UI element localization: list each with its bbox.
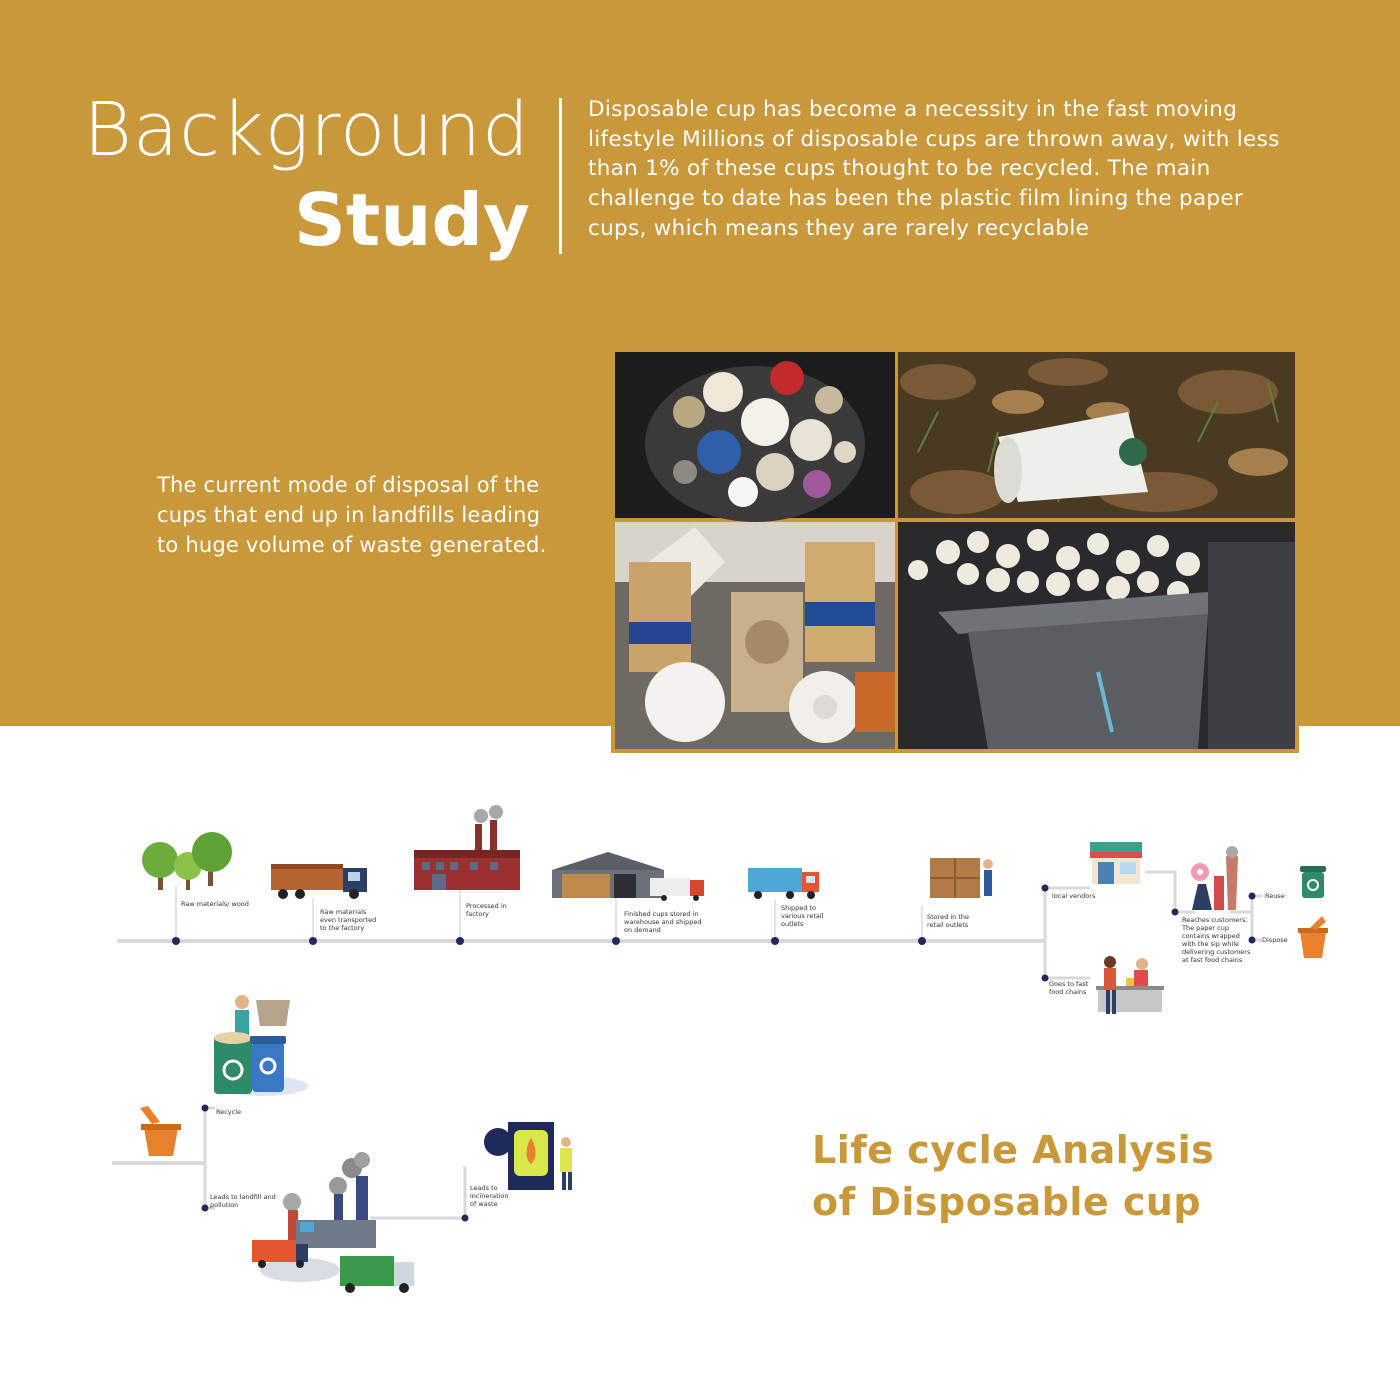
intro-paragraph: Disposable cup has become a necessity in the fast moving lifestyle Millions of disposable cups are thrown away, with less than 1% of these cups thought to be recycled. The main challenge to date has been the plastic film lining the paper cups, which means they are rarely recyclable [588,97,1280,241]
recycle-bins-icon [214,995,308,1096]
fast-food-counter-icon [1096,956,1164,1014]
stage-label-stored: Stored in the retail outlets [927,913,970,929]
container-truck-icon [748,868,819,899]
title-study: Study [293,178,530,262]
stage-label-customers: Reaches customers. The paper cup contains wrapped with the sip while delivering customers at fast food chains [1182,916,1251,964]
shop-icon [1090,842,1142,884]
disposal-paragraph: The current mode of disposal of the cups that end up in landfills leading to huge volume of waste generated. [157,473,547,557]
stage-label-fast-food: Goes to fast food chains [1049,980,1089,996]
lifecycle-title: Life cycle Analysis of Disposable cup [812,1128,1215,1224]
customers-drinks-icon [1191,846,1238,910]
stage-label-incineration: Leads to incineration of waste [470,1184,509,1208]
stage-label-recycle: Recycle [216,1108,242,1116]
reuse-bin-icon [1300,866,1326,898]
stage-label-warehouse: Finished cups stored in warehouse and shipped on demand [624,910,702,934]
disposal-bin-icon [140,1106,181,1156]
stage-label-dispose: Dispose [1262,936,1288,944]
factory-icon [414,805,520,890]
stage-label-transported: Raw materials even transported to the factory [320,908,377,932]
stage-label-raw-materials: Raw materials/ wood [181,900,249,908]
stage-label-shipped: Shipped to various retail outlets [781,904,824,928]
stage-label-processed: Processed in factory [466,902,507,918]
trees-icon [142,832,232,890]
log-truck-icon [271,864,367,899]
incinerator-icon [484,1122,572,1190]
warehouse-icon [552,852,704,901]
dispose-bin-icon [1298,916,1328,958]
title-background: Background [83,87,530,173]
stage-label-reuse: Reuse [1265,892,1285,900]
boxes-stack-icon [930,858,993,898]
landfill-pollution-icon [252,1152,414,1293]
stage-label-local-vendors: local vendors [1052,892,1096,900]
stage-label-landfill: Leads to landfill and pollution [210,1193,276,1209]
